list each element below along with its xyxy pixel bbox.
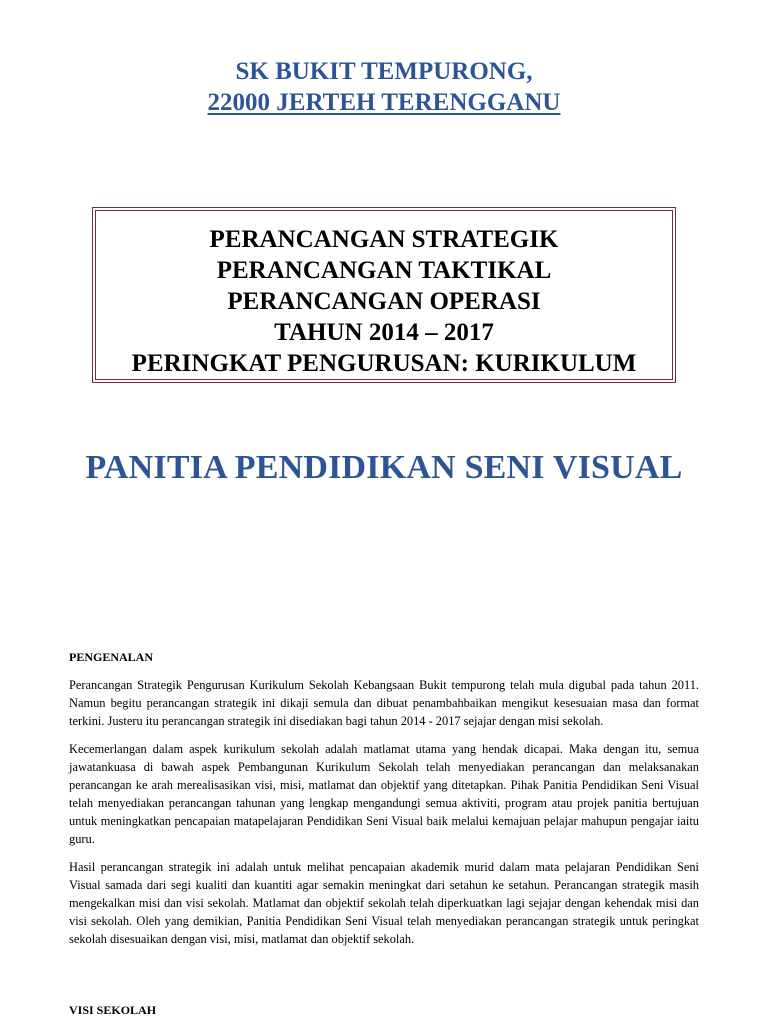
school-address: 22000 JERTEH TERENGGANU bbox=[207, 89, 561, 116]
intro-paragraph: Perancangan Strategik Pengurusan Kurikulum Sekolah Kebangsaan Bukit tempurong telah mula digubal pada tahun 2011. Namun begitu perancangan strategik ini dikaji semula dan dibuat penambahbaikan mengikut kesesuaian masa dan format terkini. Justeru itu perancangan strategik ini disediakan bagi tahun 2014 - 2017 sejajar dengan misi sekolah. bbox=[69, 678, 699, 728]
introduction-section bbox=[69, 648, 699, 958]
plan-line-operasi: PERANCANGAN OPERASI bbox=[227, 288, 541, 315]
plan-line-taktikal: PERANCANGAN TAKTIKAL bbox=[216, 257, 552, 284]
intro-paragraph: Hasil perancangan strategik ini adalah untuk melihat pencapaian akademik murid dalam mata pelajaran Pendidikan Seni Visual samada dari segi kualiti dan kuantiti agar semakin meningkat dari setahun ke setahun. Perancangan strategik masih mengekalkan misi dan visi sekolah. Matlamat dan objektif sekolah telah diperkuatkan lagi sejajar dengan kehendak misi dan visi sekolah. Oleh yang demikian, Panitia Pendidikan Seni Visual telah menyediakan perancangan strategik untuk peringkat sekolah disesuaikan dengan visi, misi, matlamat dan objektif sekolah. bbox=[69, 860, 699, 946]
panitia-title: PANITIA PENDIDIKAN SENI VISUAL bbox=[85, 449, 683, 486]
plan-title-box bbox=[92, 207, 676, 383]
plan-line-tahun: TAHUN 2014 – 2017 bbox=[274, 319, 494, 346]
school-name: SK BUKIT TEMPURONG, bbox=[235, 58, 533, 85]
section-heading-pengenalan: PENGENALAN bbox=[69, 650, 154, 664]
plan-line-strategik: PERANCANGAN STRATEGIK bbox=[209, 226, 559, 253]
plan-line-peringkat: PERINGKAT PENGURUSAN: KURIKULUM bbox=[131, 350, 637, 377]
intro-paragraph: Kecemerlangan dalam aspek kurikulum sekolah adalah matlamat utama yang hendak dicapai. Maka dengan itu, semua jawatankuasa di bawah aspek Pembangunan Kurikulum Sekolah telah menyediakan perancangan dan melaksanakan perancangan ke arah merealisasikan visi, misi, matlamat dan objektif yang ditetapkan. Pihak Panitia Pendidikan Seni Visual telah menyediakan perancangan tahunan yang lengkap mengandungi semua aktiviti, program atau projek panitia bertujuan untuk meningkatkan pencapaian matapelajaran Pendidikan Seni Visual baik melalui kemajuan pelajar mahupun pengajar iaitu guru. bbox=[69, 742, 699, 846]
school-header bbox=[0, 56, 768, 118]
section-heading-visi: VISI SEKOLAH bbox=[69, 1003, 157, 1017]
